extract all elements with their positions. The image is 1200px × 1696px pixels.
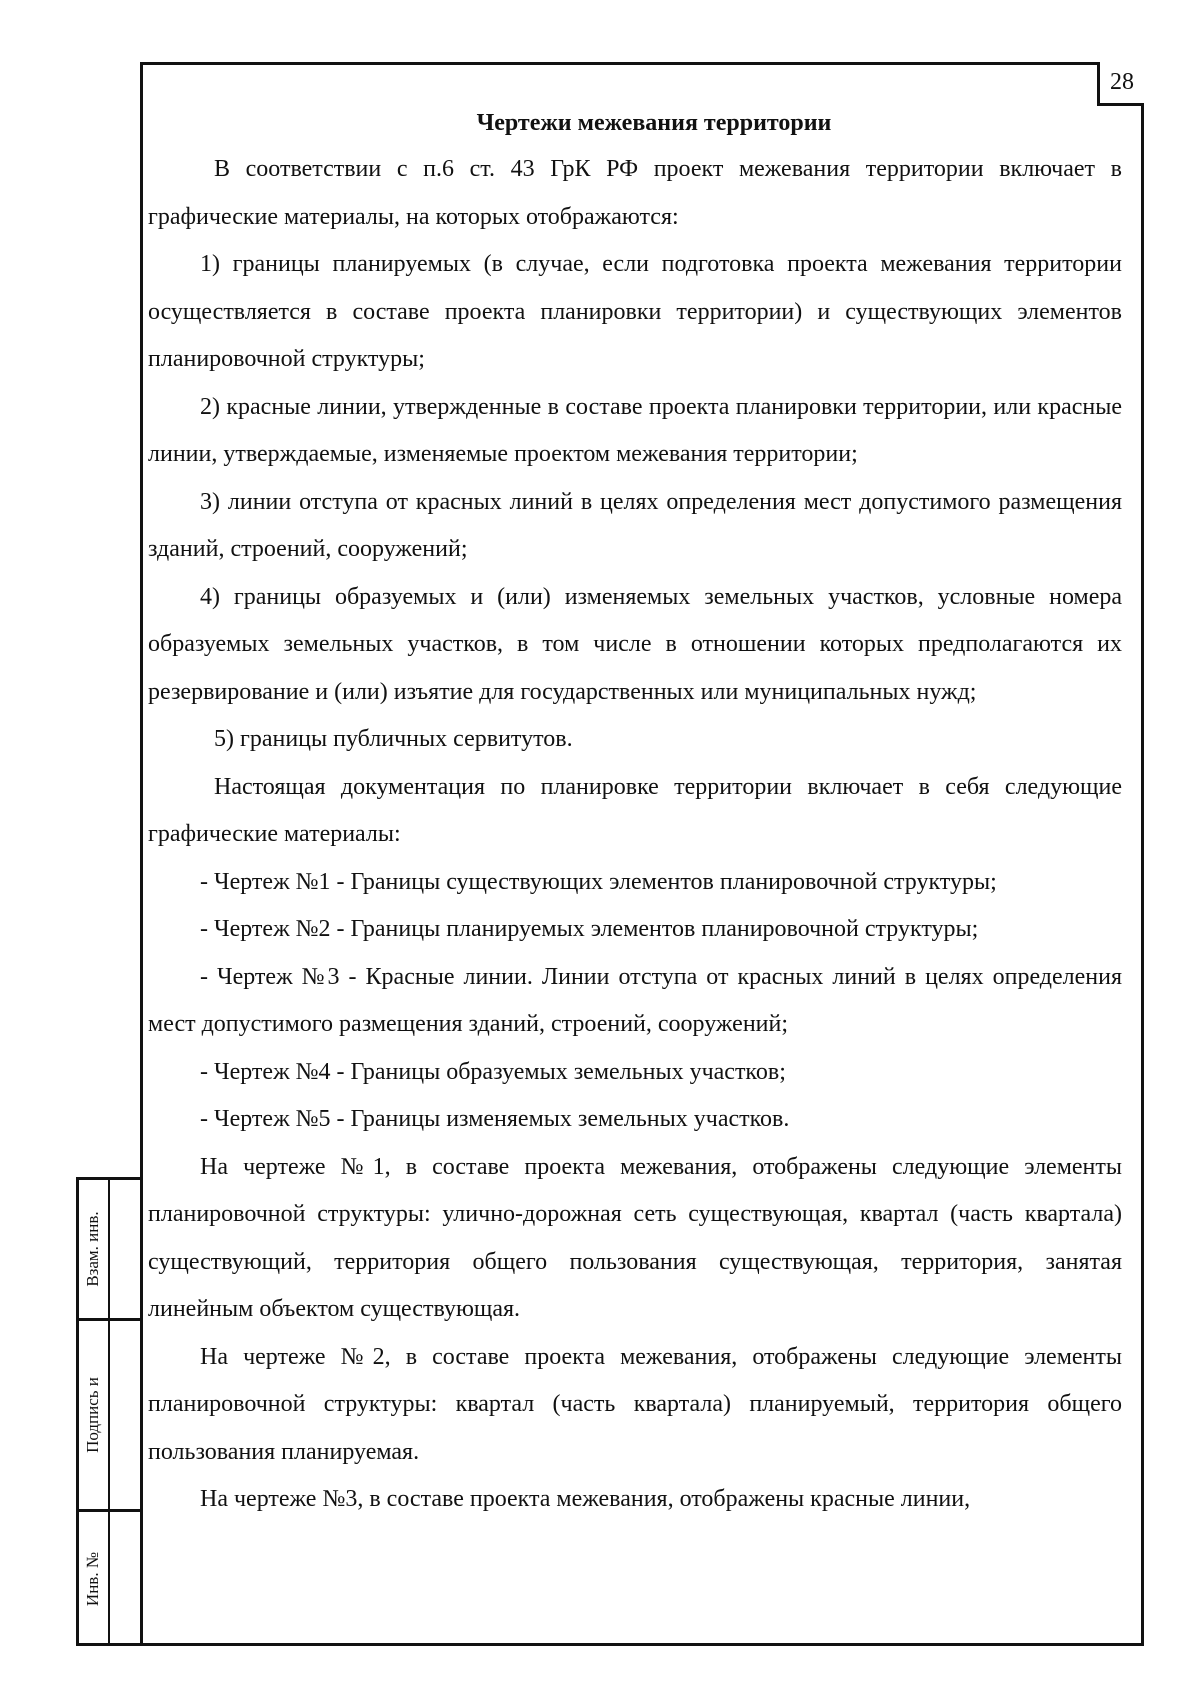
page-number: 28 [1097, 62, 1144, 106]
list-item: 5) границы публичных сервитутов. [214, 726, 573, 752]
list-item: 4) границы образуемых и (или) изменяемых земельных участков, условные номера образуемых земельных участков, в том числе в отношении которых предполагаются их резервирование и (или) изъятие для государственных или муниципальных нужд; [148, 583, 1122, 705]
stamp-cell-signature [79, 1321, 143, 1512]
drawing-list-item: - Чертеж №1 - Границы существующих элементов планировочной структуры; [200, 868, 997, 895]
list-item: 3) линии отступа от красных линий в целях определения мест допустимого размещения зданий, строений, сооружений; [148, 488, 1122, 562]
paragraph: На чертеже №3, в составе проекта межевания, отображены красные линии, [200, 1486, 971, 1512]
drawing-list-item: - Чертеж №5 - Границы изменяемых земельных участков. [200, 1106, 790, 1132]
drawing-list-item: - Чертеж №2 - Границы планируемых элементов планировочной структуры; [200, 916, 979, 942]
stamp-label-replacement: Взам. инв. [83, 1211, 102, 1287]
stamp-label-inventory: Инв. № [83, 1551, 102, 1607]
paragraph: На чертеже №1, в составе проекта межевания, отображены следующие элементы планировочной структуры: улично-дорожная сеть существующая, квартал (часть квартала) существующий, территория общего пользования существующая, территория, занятая линейным объектом существующая. [148, 1153, 1122, 1322]
stamp-label-signature: Подпись и [83, 1377, 102, 1453]
paragraph: В соответствии с п.6 ст. 43 ГрК РФ проект межевания территории включает в графические материалы, на которых отображаются: [148, 156, 1122, 230]
document-body [148, 100, 1122, 1524]
paragraph: Настоящая документация по планировке территории включает в себя следующие графические материалы: [148, 773, 1122, 847]
page-title: Чертежи межевания территории [476, 110, 832, 136]
drawing-list-item: - Чертеж №3 - Красные линии. Линии отступа от красных линий в целях определения мест допустимого размещения зданий, строений, сооружений; [148, 963, 1122, 1037]
paragraph: На чертеже №2, в составе проекта межевания, отображены следующие элементы планировочной структуры: квартал (часть квартала) планируемый, территория общего пользования планируемая. [148, 1343, 1122, 1465]
drawing-list-item: - Чертеж №4 - Границы образуемых земельных участков; [200, 1058, 786, 1085]
stamp-cell-inventory [79, 1512, 143, 1646]
stamp-cell-replacement [79, 1180, 143, 1321]
list-item: 1) границы планируемых (в случае, если подготовка проекта межевания территории осуществляется в составе проекта планировки территории) и существующих элементов планировочной структуры; [148, 251, 1122, 372]
side-stamp [76, 1177, 143, 1646]
list-item: 2) красные линии, утвержденные в составе проекта планировки территории, или красные линии, утверждаемые, изменяемые проектом межевания территории; [148, 393, 1122, 467]
